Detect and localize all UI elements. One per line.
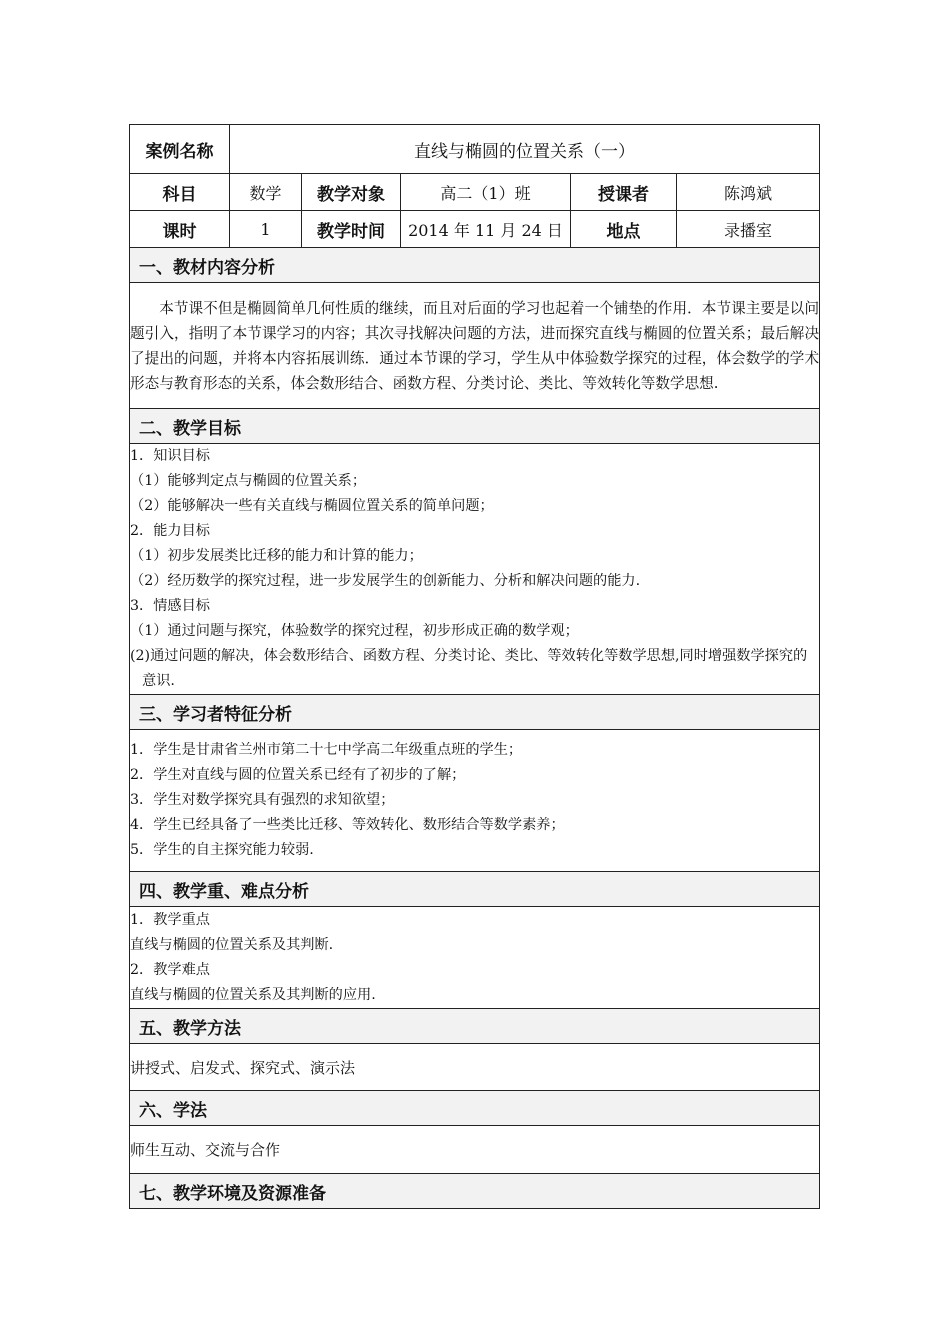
audience-label: 教学对象 <box>302 174 401 211</box>
teacher-label: 授课者 <box>571 174 677 211</box>
list-item: （1）初步发展类比迁移的能力和计算的能力； <box>130 548 423 564</box>
lesson-plan-table <box>129 124 820 1209</box>
section-3-title: 三、学习者特征分析 <box>130 695 820 730</box>
case-name-label: 案例名称 <box>130 125 230 174</box>
place-value: 录播室 <box>677 211 820 248</box>
hours-label: 课时 <box>130 211 230 248</box>
list-item: 直线与椭圆的位置关系及其判断的应用. <box>130 986 376 1003</box>
list-item: 3．学生对数学探究具有强烈的求知欲望； <box>130 792 395 808</box>
section-6-body <box>130 1126 820 1174</box>
section-1-text: 本节课不但是椭圆简单几何性质的继续，而且对后面的学习也起着一个铺垫的作用．本节课主要是以问题引入，指明了本节课学习的内容；其次寻找解决问题的方法，进而探究直线与椭圆的位置关系；最后解决了提出的问题，并将本内容拓展训练．通过本节课的学习，学生从中体验数学探究的过程，体会数学的学术形态与教育形态的关系，体会数形结合、函数方程、分类讨论、类比、等效转化等数学思想. <box>130 299 820 392</box>
subject-row <box>130 174 820 211</box>
section-5-header <box>130 1009 820 1044</box>
section-5-title: 五、教学方法 <box>130 1009 820 1044</box>
list-item: 直线与椭圆的位置关系及其判断. <box>130 936 334 953</box>
section-4-body <box>130 907 820 1009</box>
list-item: 2．能力目标 <box>130 523 210 539</box>
section-2-header <box>130 409 820 444</box>
section-1-header <box>130 248 820 283</box>
section-1-body <box>130 283 820 409</box>
hours-value: 1 <box>230 211 302 248</box>
section-1-title: 一、教材内容分析 <box>130 248 820 283</box>
list-item: 1．学生是甘肃省兰州市第二十七中学高二年级重点班的学生； <box>130 742 523 758</box>
list-item: 5．学生的自主探究能力较弱. <box>130 842 314 858</box>
subject-value: 数学 <box>230 174 302 211</box>
time-label: 教学时间 <box>302 211 401 248</box>
section-5-body <box>130 1044 820 1091</box>
hours-row <box>130 211 820 248</box>
time-value: 2014 年 11 月 24 日 <box>401 211 571 248</box>
section-6-header <box>130 1091 820 1126</box>
section-7-header <box>130 1174 820 1209</box>
section-6-text: 师生互动、交流与合作 <box>130 1126 820 1174</box>
place-label: 地点 <box>571 211 677 248</box>
section-2-body <box>130 444 820 695</box>
section-4-title: 四、教学重、难点分析 <box>130 872 820 907</box>
case-name-row <box>130 125 820 174</box>
section-2-title: 二、教学目标 <box>130 409 820 444</box>
section-6-title: 六、学法 <box>130 1091 820 1126</box>
list-item: 1．知识目标 <box>130 448 210 464</box>
list-item: 1．教学重点 <box>130 911 210 928</box>
teacher-value: 陈鸿斌 <box>677 174 820 211</box>
list-item: （2）经历数学的探究过程，进一步发展学生的创新能力、分析和解决问题的能力. <box>130 573 641 589</box>
section-3-body <box>130 730 820 872</box>
section-4-header <box>130 872 820 907</box>
subject-label: 科目 <box>130 174 230 211</box>
list-item: 3．情感目标 <box>130 598 210 614</box>
list-item: (2)通过问题的解决，体会数形结合、函数方程、分类讨论、类比、等效转化等数学思想,同时增强数学探究的意识. <box>130 648 808 689</box>
list-item: （2）能够解决一些有关直线与椭圆位置关系的简单问题； <box>130 498 494 514</box>
list-item: （1）能够判定点与椭圆的位置关系； <box>130 473 367 489</box>
case-name-value: 直线与椭圆的位置关系（一） <box>230 125 820 174</box>
list-item: 2．学生对直线与圆的位置关系已经有了初步的了解； <box>130 767 466 783</box>
list-item: 2．教学难点 <box>130 961 210 978</box>
audience-value: 高二（1）班 <box>401 174 571 211</box>
section-5-text: 讲授式、启发式、探究式、演示法 <box>130 1044 820 1091</box>
list-item: （1）通过问题与探究，体验数学的探究过程，初步形成正确的数学观； <box>130 623 579 639</box>
section-3-header <box>130 695 820 730</box>
section-7-title: 七、教学环境及资源准备 <box>130 1174 820 1209</box>
list-item: 4．学生已经具备了一些类比迁移、等效转化、数形结合等数学素养； <box>130 817 565 833</box>
